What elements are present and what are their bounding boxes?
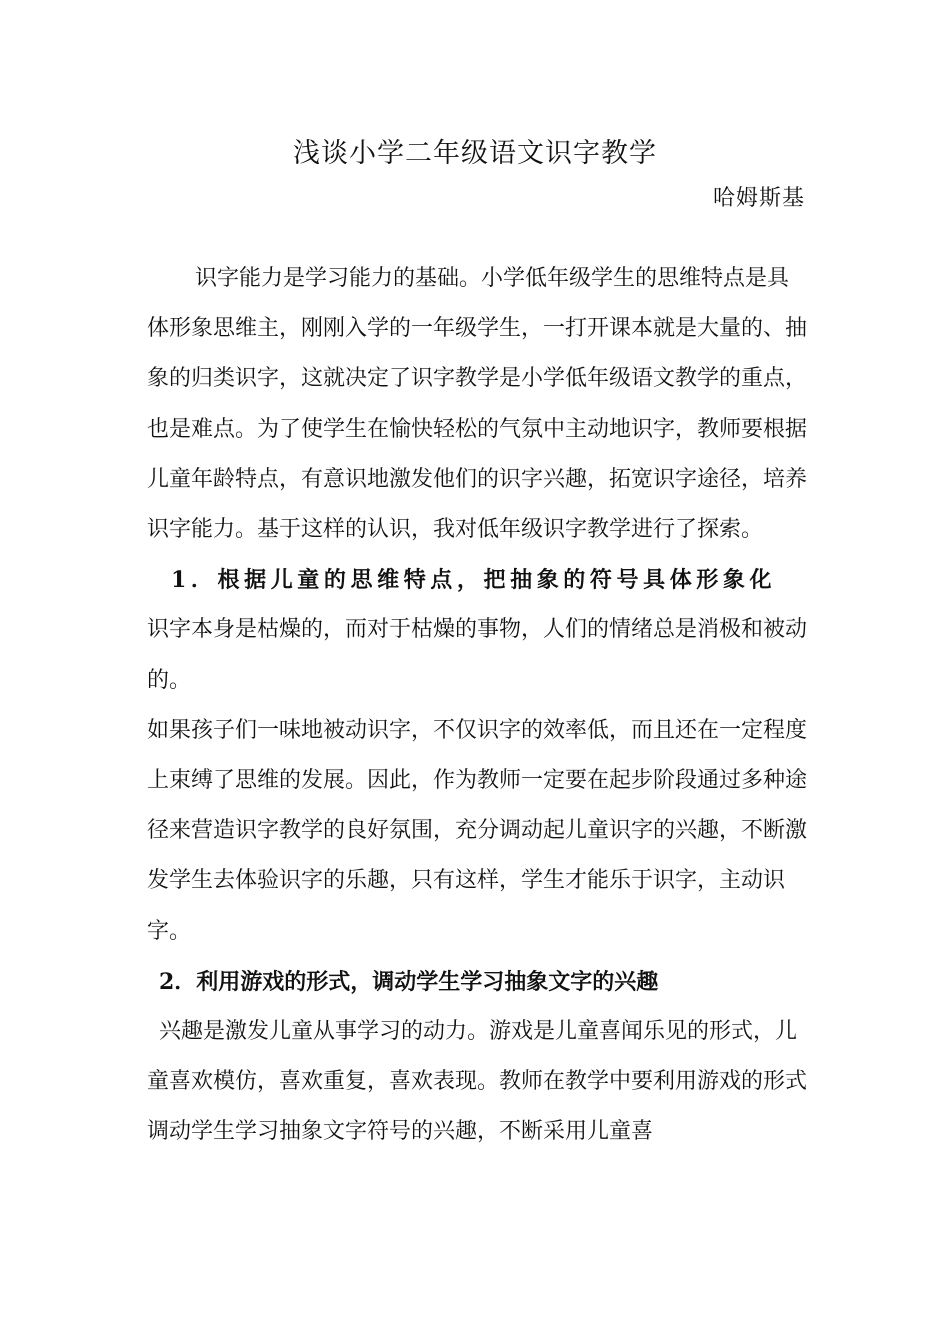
section-1-paragraph-2: 如果孩子们一味地被动识字，不仅识字的效率低，而且还在一定程度上束缚了思维的发展。因此，作为教师一定要在起步阶段通过多种途径来营造识字教学的良好氛围，充分调动起儿童识字的兴趣，不断激发学生去体验识字的乐趣，只有这样，学生才能乐于识字，主动识字。 [147, 717, 808, 944]
section-heading-1: 1．根据儿童的思维特点，把抽象的符号具体形象化 [171, 567, 777, 594]
intro-paragraph: 识字能力是学习能力的基础。小学低年级学生的思维特点是具体形象思维主，刚刚入学的一年级学生，一打开课本就是大量的、抽象的归类识字，这就决定了识字教学是小学低年级语文教学的重点，也是难点。为了使学生在愉快轻松的气氛中主动地识字，教师要根据儿童年龄特点，有意识地激发他们的识字兴趣，拓宽识字途径，培养识字能力。基于这样的认识，我对低年级识字教学进行了探索。 [147, 266, 808, 543]
document-title: 浅谈小学二年级语文识字教学 [293, 138, 657, 169]
section-heading-2: 2．利用游戏的形式，调动学生学习抽象文字的兴趣 [159, 968, 659, 995]
section-2-paragraph-1: 兴趣是激发儿童从事学习的动力。游戏是儿童喜闻乐见的形式，儿童喜欢模仿，喜欢重复，喜欢表现。教师在教学中要利用游戏的形式调动学生学习抽象文字符号的兴趣，不断采用儿童喜 [147, 1019, 808, 1145]
section-1-paragraph-1: 识字本身是枯燥的，而对于枯燥的事物，人们的情绪总是消极和被动的。 [147, 617, 808, 693]
document-body [147, 254, 807, 1158]
document-author: 哈姆斯基 [712, 186, 805, 211]
